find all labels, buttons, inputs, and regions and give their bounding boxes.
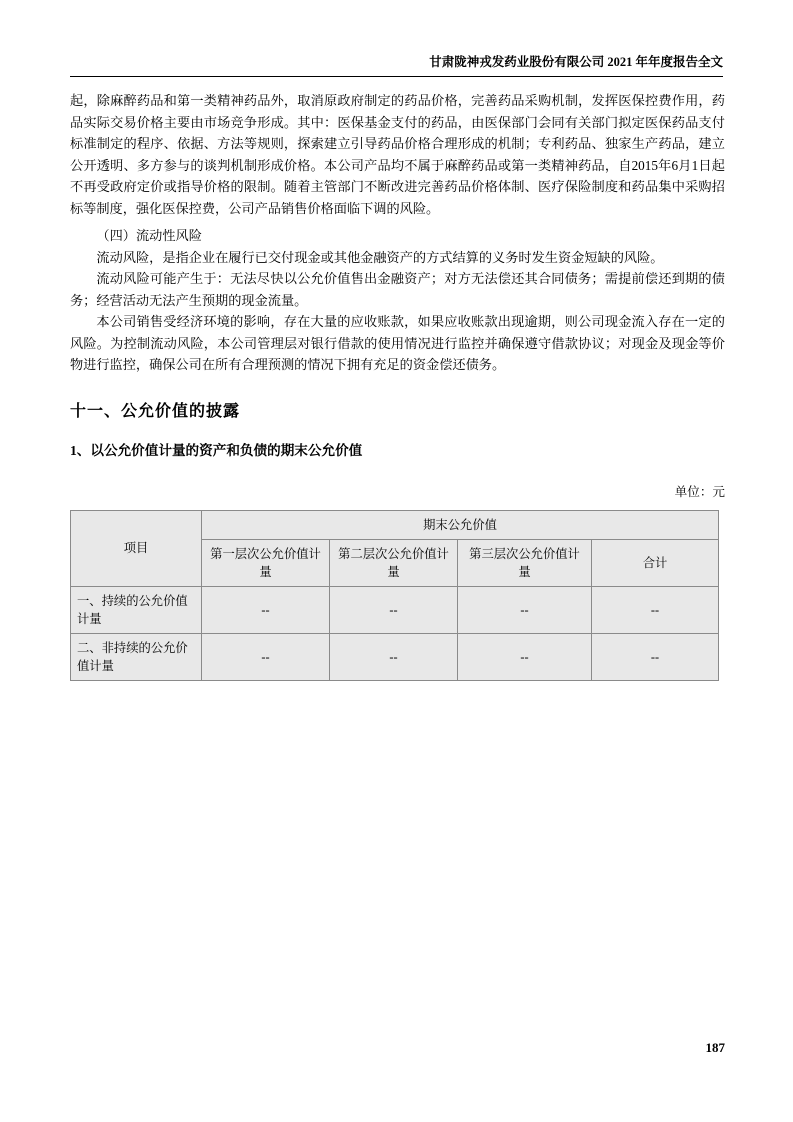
table-col-total: 合计 — [592, 539, 719, 586]
unit-label: 单位：元 — [674, 484, 725, 499]
table-cell: -- — [330, 586, 458, 633]
subheading-liquidity-risk: （四）流动性风险 — [96, 228, 202, 243]
table-cell: -- — [458, 633, 592, 680]
subsection-title-fair-value-measurement: 1、以公允价值计量的资产和负债的期末公允价值 — [70, 442, 363, 458]
table-col-item: 项目 — [71, 510, 202, 586]
table-row — [71, 633, 719, 680]
table-cell: -- — [202, 586, 330, 633]
page-content — [70, 90, 725, 681]
table-cell: -- — [458, 586, 592, 633]
table-group-header: 期末公允价值 — [202, 510, 719, 539]
paragraph-liquidity-def: 流动风险，是指企业在履行已交付现金或其他金融资产的方式结算的义务时发生资金短缺的风险。 — [96, 249, 664, 265]
header-divider — [70, 76, 723, 77]
table-col-level2: 第二层次公允价值计量 — [330, 539, 458, 586]
table-row-label: 一、持续的公允价值计量 — [71, 586, 202, 633]
page-header: 甘肃陇神戎发药业股份有限公司 2021 年年度报告全文 — [429, 55, 723, 69]
section-title-fair-value: 十一、公允价值的披露 — [70, 402, 241, 420]
table-row-label: 二、非持续的公允价值计量 — [71, 633, 202, 680]
table-cell: -- — [330, 633, 458, 680]
paragraph-liquidity-control: 本公司销售受经济环境的影响，存在大量的应收账款，如果应收账款出现逾期，则公司现金流入存在一定的风险。为控制流动风险，本公司管理层对银行借款的使用情况进行监控并确保遵守借款协议；对现金及现金等价物进行监控，确保公司在所有合理预测的情况下拥有充足的资金偿还债务。 — [70, 314, 725, 372]
table-cell: -- — [202, 633, 330, 680]
paragraph-price-risk: 起，除麻醉药品和第一类精神药品外，取消原政府制定的药品价格，完善药品采购机制，发挥医保控费作用，药品实际交易价格主要由市场竞争形成。其中：医保基金支付的药品，由医保部门会同有关部门拟定医保药品支付标准制定的程序、依据、方法等规则，探索建立引导药品价格合理形成的机制；专利药品、独家生产药品，建立公开透明、多方参与的谈判机制形成价格。本公司产品均不属于麻醉药品或第一类精神药品，自2015年6月1日起不再受政府定价或指导价格的限制。随着主管部门不断改进完善药品价格体制、医疗保险制度和药品集中采购招标等制度，强化医保控费，公司产品销售价格面临下调的风险。 — [70, 93, 725, 216]
fair-value-table — [70, 510, 719, 681]
table-header-row-1 — [71, 510, 719, 539]
page-number: 187 — [705, 1040, 725, 1055]
table-cell: -- — [592, 586, 719, 633]
table-col-level1: 第一层次公允价值计量 — [202, 539, 330, 586]
table-cell: -- — [592, 633, 719, 680]
paragraph-liquidity-sources: 流动风险可能产生于：无法尽快以公允价值售出金融资产；对方无法偿还其合同债务；需提前偿还到期的债务；经营活动无法产生预期的现金流量。 — [70, 271, 725, 308]
table-row — [71, 586, 719, 633]
table-col-level3: 第三层次公允价值计量 — [458, 539, 592, 586]
